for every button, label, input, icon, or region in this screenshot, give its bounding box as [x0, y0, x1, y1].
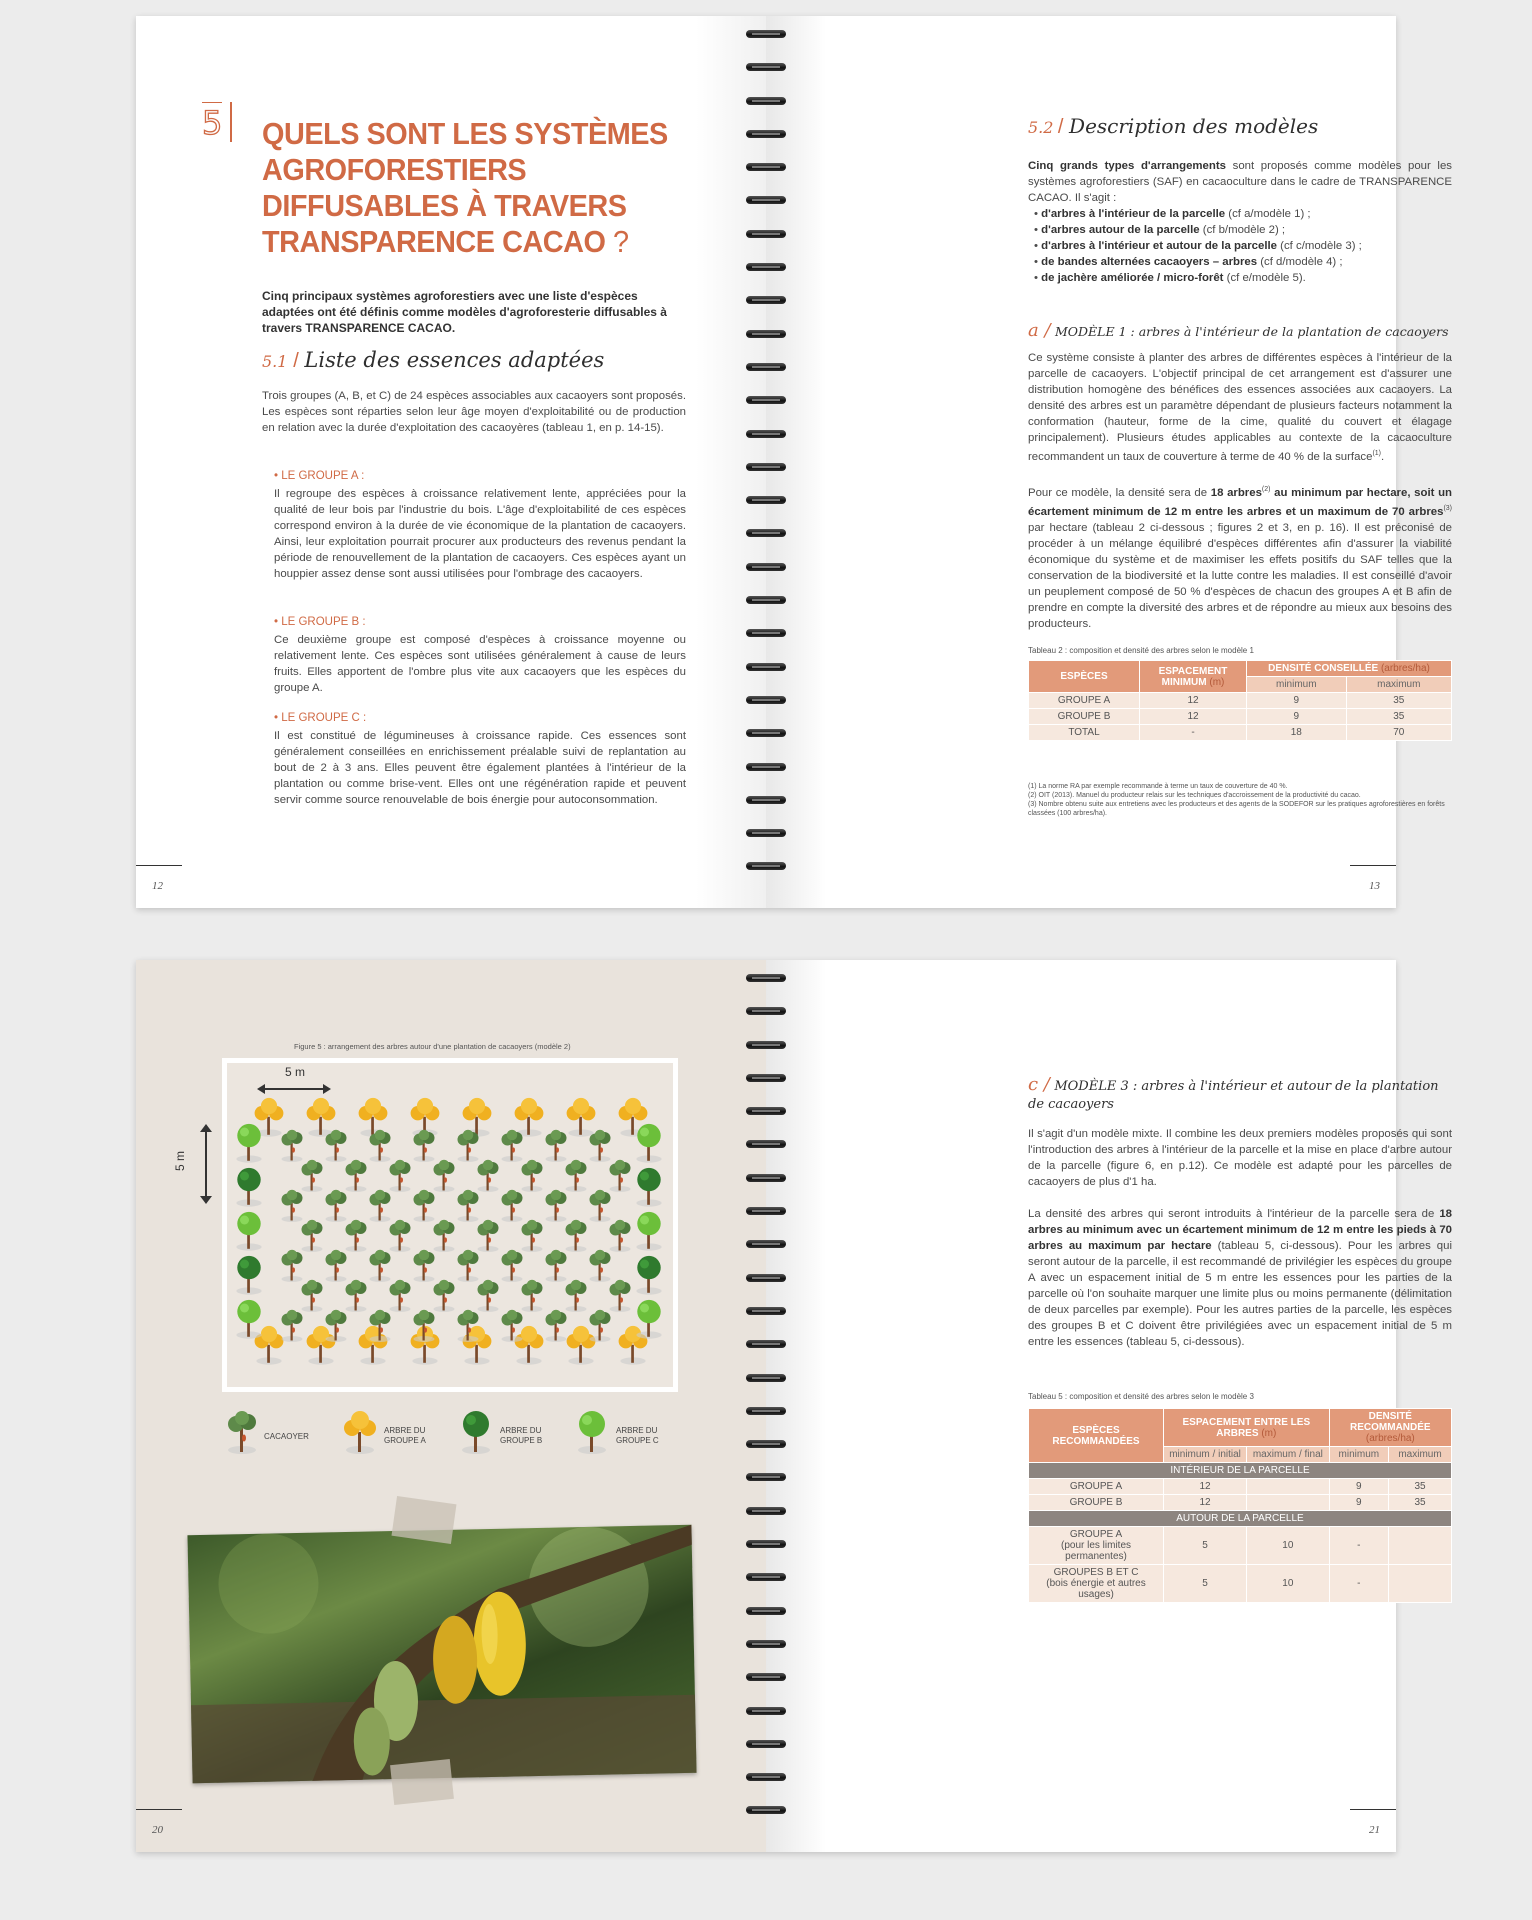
- intro-paragraph: Trois groupes (A, B, et C) de 24 espèces associables aux cacaoyers sont proposés. Les espèces sont réparties selon leur âge moyen d'exploitabilité ou de production en relation avec la durée d'exploitation des cacaoyères (tableau 1, en p. 14-15).: [262, 390, 686, 434]
- cacao-tree: [522, 1220, 543, 1252]
- binding-ring: [744, 1230, 788, 1263]
- spread-pages-12-13: [136, 16, 1452, 908]
- th-density: DENSITÉ CONSEILLÉE (arbres/ha): [1247, 661, 1452, 677]
- binding-ring: [744, 686, 788, 719]
- cacao-tree: [522, 1160, 543, 1192]
- binding-ring: [744, 1563, 788, 1596]
- table-row: GROUPE B 12 9 35: [1029, 1495, 1452, 1511]
- cacao-tree: [346, 1220, 367, 1252]
- cacao-tree: [282, 1310, 303, 1342]
- cacao-tree: [370, 1130, 391, 1162]
- binding-ring: [744, 1597, 788, 1630]
- group-a-label: • LE GROUPE A :: [274, 470, 365, 482]
- tape: [390, 1759, 454, 1805]
- section-title: Liste des essences adaptées: [304, 348, 605, 372]
- binding-ring: [744, 120, 788, 153]
- cacao-tree: [434, 1280, 455, 1312]
- page-13: [766, 16, 1452, 908]
- binding-ring: [744, 586, 788, 619]
- page-rule: [1350, 1809, 1396, 1810]
- title-line: DIFFUSABLES À TRAVERS: [262, 188, 627, 223]
- model-3-para1: Il s'agit d'un modèle mixte. Il combine les deux premiers modèles proposés qui sont l'introduction des arbres à l'intérieur de la parcelle et la mise en place d'arbre autour de la parcelle (figure 6, en p.12). Ce modèle est adapté pour les parcelles de cacaoyers de plus d'1 ha.: [1028, 1128, 1452, 1188]
- model-1-heading: a / MODÈLE 1 : arbres à l'intérieur de la plantation de cacaoyers: [1028, 320, 1449, 341]
- cacao-tree: [546, 1250, 567, 1282]
- tree-group-a: [515, 1326, 544, 1365]
- cacao-tree: [610, 1160, 631, 1192]
- cacao-tree: [458, 1250, 479, 1282]
- tree-group-b-icon: [456, 1410, 496, 1456]
- cacao-tree: [434, 1160, 455, 1192]
- table-row: GROUPE A 12 9 35: [1029, 693, 1452, 709]
- binding-ring: [744, 420, 788, 453]
- th-spacing: ESPACEMENT MINIMUM (m): [1140, 661, 1247, 693]
- binding-ring: [744, 852, 788, 885]
- section-number: 5.2: [1028, 118, 1054, 137]
- binding-ring: [744, 53, 788, 86]
- binding-ring: [744, 1530, 788, 1563]
- legend: [222, 1410, 702, 1460]
- chapter-title: [262, 116, 671, 260]
- binding-ring: [744, 819, 788, 852]
- section-row: INTÉRIEUR DE LA PARCELLE: [1029, 1463, 1452, 1479]
- binding-ring: [744, 653, 788, 686]
- tree-group-c: [236, 1212, 261, 1251]
- binding-ring: [744, 286, 788, 319]
- binding-ring: [744, 320, 788, 353]
- dimension-arrow-vertical: [196, 1124, 216, 1204]
- model-1-para1: Ce système consiste à planter des arbres de différentes espèces à l'intérieur de la parcelle de cacaoyers. L'objectif principal de cet arrangement est d'assurer une distribution homogène des bénéfices des essences associées aux cacaoyers. La densité des arbres est un paramètre dépendant de plusieurs facteurs notamment la conformation (hauteur, forme de la cime, qualité du couvert et élagage principalement). Plusieurs études applicables au contexte de la cacaoculture recommandent un taux de couverture à terme de 40 % de la surface$^{(1)}$.: [1028, 352, 1452, 463]
- tree-group-a-icon: [340, 1410, 380, 1456]
- binding-ring: [744, 553, 788, 586]
- binding-ring: [744, 253, 788, 286]
- figure-caption: Figure 5 : arrangement des arbres autour d'une plantation de cacaoyers (modèle 2): [294, 1042, 571, 1051]
- binding-ring: [744, 20, 788, 53]
- tree-group-c: [636, 1300, 661, 1339]
- intro-text: Cinq principaux systèmes agroforestiers avec une liste d'espèces adaptées ont été définis comme modèles d'agroforesterie diffusables à travers TRANSPARENCE CACAO.: [262, 289, 667, 335]
- cacao-tree: [370, 1310, 391, 1342]
- tree-group-c: [236, 1300, 261, 1339]
- tree-group-b: [236, 1168, 261, 1207]
- th-min: minimum: [1329, 1447, 1388, 1463]
- th-min: minimum: [1247, 677, 1347, 693]
- table-row: GROUPE B 12 9 35: [1029, 709, 1452, 725]
- section-number: 5.1: [262, 352, 288, 371]
- cacao-tree: [546, 1190, 567, 1222]
- footnote: (2) OIT (2013). Manuel du producteur relais sur les techniques d'accroissement de la productivité du cacao.: [1028, 792, 1361, 799]
- binding-ring: [744, 1497, 788, 1530]
- th-species: ESPÈCES RECOMMANDÉES: [1029, 1409, 1164, 1463]
- spread-pages-20-21: [136, 960, 1452, 1852]
- tree-group-a: [307, 1098, 336, 1137]
- cacao-tree: [414, 1190, 435, 1222]
- tree-group-a: [255, 1326, 284, 1365]
- th-max-final: maximum / final: [1247, 1447, 1330, 1463]
- binding-ring: [744, 220, 788, 253]
- th-max: maximum: [1346, 677, 1451, 693]
- page-number: 21: [1369, 1824, 1380, 1836]
- cacao-tree: [478, 1160, 499, 1192]
- binding-ring: [744, 453, 788, 486]
- tree-group-b: [636, 1256, 661, 1295]
- tree-group-c-icon: [572, 1410, 612, 1456]
- plantation-diagram: [227, 1063, 673, 1387]
- table-row: TOTAL - 18 70: [1029, 725, 1452, 741]
- binding-ring: [744, 1264, 788, 1297]
- tree-group-a: [359, 1326, 388, 1365]
- table-row: GROUPE A (pour les limites permanentes) 5 10 -: [1029, 1527, 1452, 1565]
- binding-ring: [744, 386, 788, 419]
- cacao-tree: [346, 1160, 367, 1192]
- cacao-tree: [502, 1250, 523, 1282]
- tree-group-c: [636, 1212, 661, 1251]
- binding-ring: [744, 1630, 788, 1663]
- th-min-initial: minimum / initial: [1164, 1447, 1247, 1463]
- binding-ring: [744, 1397, 788, 1430]
- cacao-tree: [590, 1130, 611, 1162]
- th-density: DENSITÉ RECOMMANDÉE (arbres/ha): [1329, 1409, 1451, 1447]
- cacao-tree: [390, 1280, 411, 1312]
- table-model-1: [1028, 660, 1452, 741]
- binding-ring: [744, 1031, 788, 1064]
- tree-group-a: [567, 1326, 596, 1365]
- cacao-tree: [566, 1160, 587, 1192]
- page-number: 20: [152, 1824, 163, 1836]
- model-3-heading: c / MODÈLE 3 : arbres à l'intérieur et autour de la plantation de cacaoyers: [1028, 1074, 1439, 1112]
- tree-group-b: [236, 1256, 261, 1295]
- cacao-tree: [390, 1220, 411, 1252]
- cacao-tree: [326, 1250, 347, 1282]
- list-item: • de jachère améliorée / micro-forêt (cf e/modèle 5).: [1034, 272, 1306, 284]
- binding-ring: [744, 1297, 788, 1330]
- cacao-tree: [566, 1220, 587, 1252]
- section-title: Description des modèles: [1069, 114, 1319, 138]
- legend-label: ARBRE DU GROUPE A: [384, 1426, 426, 1445]
- dimension-horizontal: 5 m: [285, 1065, 306, 1079]
- th-max: maximum: [1389, 1447, 1452, 1463]
- binding-ring: [744, 1663, 788, 1696]
- binding-ring: [744, 353, 788, 386]
- cacao-tree: [302, 1220, 323, 1252]
- cacao-tree: [478, 1220, 499, 1252]
- tree-group-a: [619, 1326, 648, 1365]
- binding-ring: [744, 1430, 788, 1463]
- figure-plantation: [222, 1058, 678, 1392]
- binding-ring: [744, 1164, 788, 1197]
- table-model-3: [1028, 1408, 1452, 1603]
- cacao-tree: [458, 1130, 479, 1162]
- group-b-text: Ce deuxième groupe est composé d'espèces à croissance moyenne ou relativement lente. Ces espèces sont utilisées généralement à cause de leurs fruits. Elles apportent de l'ombre plus vite aux cacaoyers que les espèces du groupe A.: [274, 634, 686, 694]
- tree-group-b: [636, 1168, 661, 1207]
- models-list: [1034, 206, 1454, 286]
- cacao-tree: [282, 1130, 303, 1162]
- spiral-binding: [744, 964, 788, 1830]
- binding-ring: [744, 1730, 788, 1763]
- footnotes: [1028, 782, 1452, 818]
- cacao-tree: [566, 1280, 587, 1312]
- cacao-tree: [302, 1280, 323, 1312]
- page-number: 13: [1369, 880, 1380, 892]
- group-a-text: Il regroupe des espèces à croissance relativement lente, appréciées pour la qualité de leur bois par l'industrie du bois. L'âge d'exploitabilité de ces espèces correspond environ à la durée de vie économique de la plantation de cacaoyers. Ainsi, leur exploitation pourrait procurer aux producteurs des revenus pendant la période de renouvellement de la plantation de cacaoyers. Ces espèces ayant un houppier assez dense sont aussi utilisées pour l'ombrage des cacaoyers.: [274, 488, 686, 580]
- binding-ring: [744, 753, 788, 786]
- table-row: GROUPE A 12 9 35: [1029, 1479, 1452, 1495]
- tree-group-a: [307, 1326, 336, 1365]
- page-21: [766, 960, 1452, 1852]
- th-species: ESPÈCES: [1029, 661, 1140, 693]
- section-heading: 5.2 / Description des modèles: [1028, 114, 1319, 138]
- binding-ring: [744, 1130, 788, 1163]
- tree-group-a: [567, 1098, 596, 1137]
- tree-group-c: [236, 1124, 261, 1163]
- group-c-text: Il est constitué de légumineuses à croissance rapide. Ces essences sont généralement conseillées en enrichissement préalable suivi de replantation au bout de 2 à 3 ans. Elles peuvent être également plantées à l'intérieur de la plantation ou comme brise-vent. Elles ont une régénération rapide et peuvent servir comme source renouvelable de bois énergie pour autoconsommation.: [274, 730, 686, 806]
- footnote: (1) La norme RA par exemple recommande à terme un taux de couverture de 40 %.: [1028, 783, 1288, 790]
- binding-ring: [744, 619, 788, 652]
- spiral-binding: [744, 20, 788, 886]
- cacao-tree: [326, 1310, 347, 1342]
- models-intro: Cinq grands types d'arrangements sont proposés comme modèles pour les systèmes agroforestiers (SAF) en cacaoculture dans le cadre de TRANSPARENCE CACAO. Il s'agit :: [1028, 160, 1452, 204]
- list-item: • d'arbres à l'intérieur de la parcelle (cf a/modèle 1) ;: [1034, 208, 1311, 220]
- cacao-tree: [590, 1310, 611, 1342]
- cacao-tree: [370, 1190, 391, 1222]
- tape: [392, 1496, 457, 1544]
- section-row: AUTOUR DE LA PARCELLE: [1029, 1511, 1452, 1527]
- cacao-tree: [502, 1190, 523, 1222]
- binding-ring: [744, 786, 788, 819]
- cacao-tree: [546, 1130, 567, 1162]
- table-caption: Tableau 5 : composition et densité des arbres selon le modèle 3: [1028, 1392, 1254, 1401]
- binding-ring: [744, 1064, 788, 1097]
- footnote: (3) Nombre obtenu suite aux entretiens avec les producteurs et des agents de la SODEFOR sur les pratiques agroforestières en forêts classées (100 arbres/ha).: [1028, 801, 1445, 817]
- cacao-tree: [414, 1250, 435, 1282]
- cacao-tree-icon: [222, 1410, 262, 1456]
- cacao-tree: [326, 1130, 347, 1162]
- cacao-tree: [282, 1250, 303, 1282]
- cacao-pods-photo: [187, 1525, 696, 1784]
- cacao-tree: [302, 1160, 323, 1192]
- model-3-para2: La densité des arbres qui seront introduits à l'intérieur de la parcelle sera de 18 arbres au minimum avec un écartement minimum de 12 m entre les pieds à 70 arbres au maximum par hectare (tableau 5, ci-dessous). Pour les arbres qui seront autour de la parcelle, il est recommandé de privilégier les espèces du groupe A avec un espacement initial de 5 m entre les essences pour les parties de la parcelle où l'on souhaite marquer une limite plus ou moins permanente (délimitation de deux parcelles par exemple). Pour les autres parties de la parcelle, les espèces des groupes B et C doivent être privilégiées avec un espacement initial de 5 m entre les essences (tableau 5, ci-dessous).: [1028, 1208, 1452, 1348]
- legend-label: CACAOYER: [264, 1432, 309, 1441]
- page-rule: [136, 865, 182, 866]
- page-rule: [1350, 865, 1396, 866]
- cacao-tree: [522, 1280, 543, 1312]
- cacao-tree: [390, 1160, 411, 1192]
- cacao-tree: [502, 1310, 523, 1342]
- cacao-tree: [478, 1280, 499, 1312]
- binding-ring: [744, 964, 788, 997]
- table-caption: Tableau 2 : composition et densité des arbres selon le modèle 1: [1028, 646, 1254, 655]
- cacao-tree: [502, 1130, 523, 1162]
- list-item: • d'arbres à l'intérieur et autour de la parcelle (cf c/modèle 3) ;: [1034, 240, 1362, 252]
- binding-ring: [744, 1197, 788, 1230]
- binding-ring: [744, 87, 788, 120]
- binding-ring: [744, 997, 788, 1030]
- cacao-tree: [414, 1310, 435, 1342]
- group-b-label: • LE GROUPE B :: [274, 616, 366, 628]
- cacao-pods-illustration: [187, 1525, 696, 1784]
- title-line: QUELS SONT LES SYSTÈMES: [262, 116, 668, 151]
- list-item: • de bandes alternées cacaoyers – arbres (cf d/modèle 4) ;: [1034, 256, 1343, 268]
- cacao-tree: [458, 1190, 479, 1222]
- section-heading: 5.1 / Liste des essences adaptées: [262, 348, 605, 372]
- th-spacing: ESPACEMENT ENTRE LES ARBRES (m): [1164, 1409, 1330, 1447]
- table-row: GROUPES B ET C (bois énergie et autres usages) 5 10 -: [1029, 1565, 1452, 1603]
- group-c-label: • LE GROUPE C :: [274, 712, 367, 724]
- cacao-tree: [346, 1280, 367, 1312]
- binding-ring: [744, 519, 788, 552]
- dimension-vertical: 5 m: [173, 1150, 188, 1172]
- tree-group-c: [636, 1124, 661, 1163]
- cacao-tree: [414, 1130, 435, 1162]
- binding-ring: [744, 719, 788, 752]
- model-1-para2: Pour ce modèle, la densité sera de 18 arbres$^{(2)}$ au minimum par hectare, soit un écartement minimum de 12 m entre les arbres et un maximum de 70 arbres$^{(3)}$ par hectare (tableau 2 ci-dessous ; figures 2 et 3, en p. 16). Il est préconisé de procéder à un mélange équilibré d'espèces différentes afin d'assurer la viabilité économique du système et de maximiser les effets positifs du SAF telles que la conservation de la biodiversité et la lutte contre les maladies. Il est conseillé d'avoir un peuplement composé de 50 % d'espèces de chacun des groupes A et B afin de prendre en compte la diversité des arbres et de répondre au mieux aux besoins des producteurs.: [1028, 486, 1452, 630]
- cacao-tree: [370, 1250, 391, 1282]
- chapter-number: 5: [204, 102, 232, 142]
- binding-ring: [744, 186, 788, 219]
- page-number: 12: [152, 880, 163, 892]
- tree-group-a: [515, 1098, 544, 1137]
- title-qmark: ?: [613, 224, 629, 259]
- binding-ring: [744, 1697, 788, 1730]
- binding-ring: [744, 1463, 788, 1496]
- binding-ring: [744, 1097, 788, 1130]
- cacao-tree: [434, 1220, 455, 1252]
- legend-label: ARBRE DU GROUPE C: [616, 1426, 659, 1445]
- page-12: [136, 16, 766, 908]
- cacao-tree: [458, 1310, 479, 1342]
- title-line: TRANSPARENCE CACAO: [262, 224, 606, 259]
- title-line: AGROFORESTIERS: [262, 152, 527, 187]
- legend-label: ARBRE DU GROUPE B: [500, 1426, 543, 1445]
- binding-ring: [744, 486, 788, 519]
- binding-ring: [744, 1364, 788, 1397]
- cacao-tree: [610, 1280, 631, 1312]
- binding-ring: [744, 153, 788, 186]
- cacao-tree: [590, 1190, 611, 1222]
- cacao-tree: [590, 1250, 611, 1282]
- page-20: [136, 960, 766, 1852]
- binding-ring: [744, 1330, 788, 1363]
- cacao-tree: [282, 1190, 303, 1222]
- cacao-tree: [610, 1220, 631, 1252]
- cacao-tree: [326, 1190, 347, 1222]
- binding-ring: [744, 1796, 788, 1829]
- binding-ring: [744, 1763, 788, 1796]
- page-rule: [136, 1809, 182, 1810]
- list-item: • d'arbres autour de la parcelle (cf b/modèle 2) ;: [1034, 224, 1286, 236]
- cacao-tree: [546, 1310, 567, 1342]
